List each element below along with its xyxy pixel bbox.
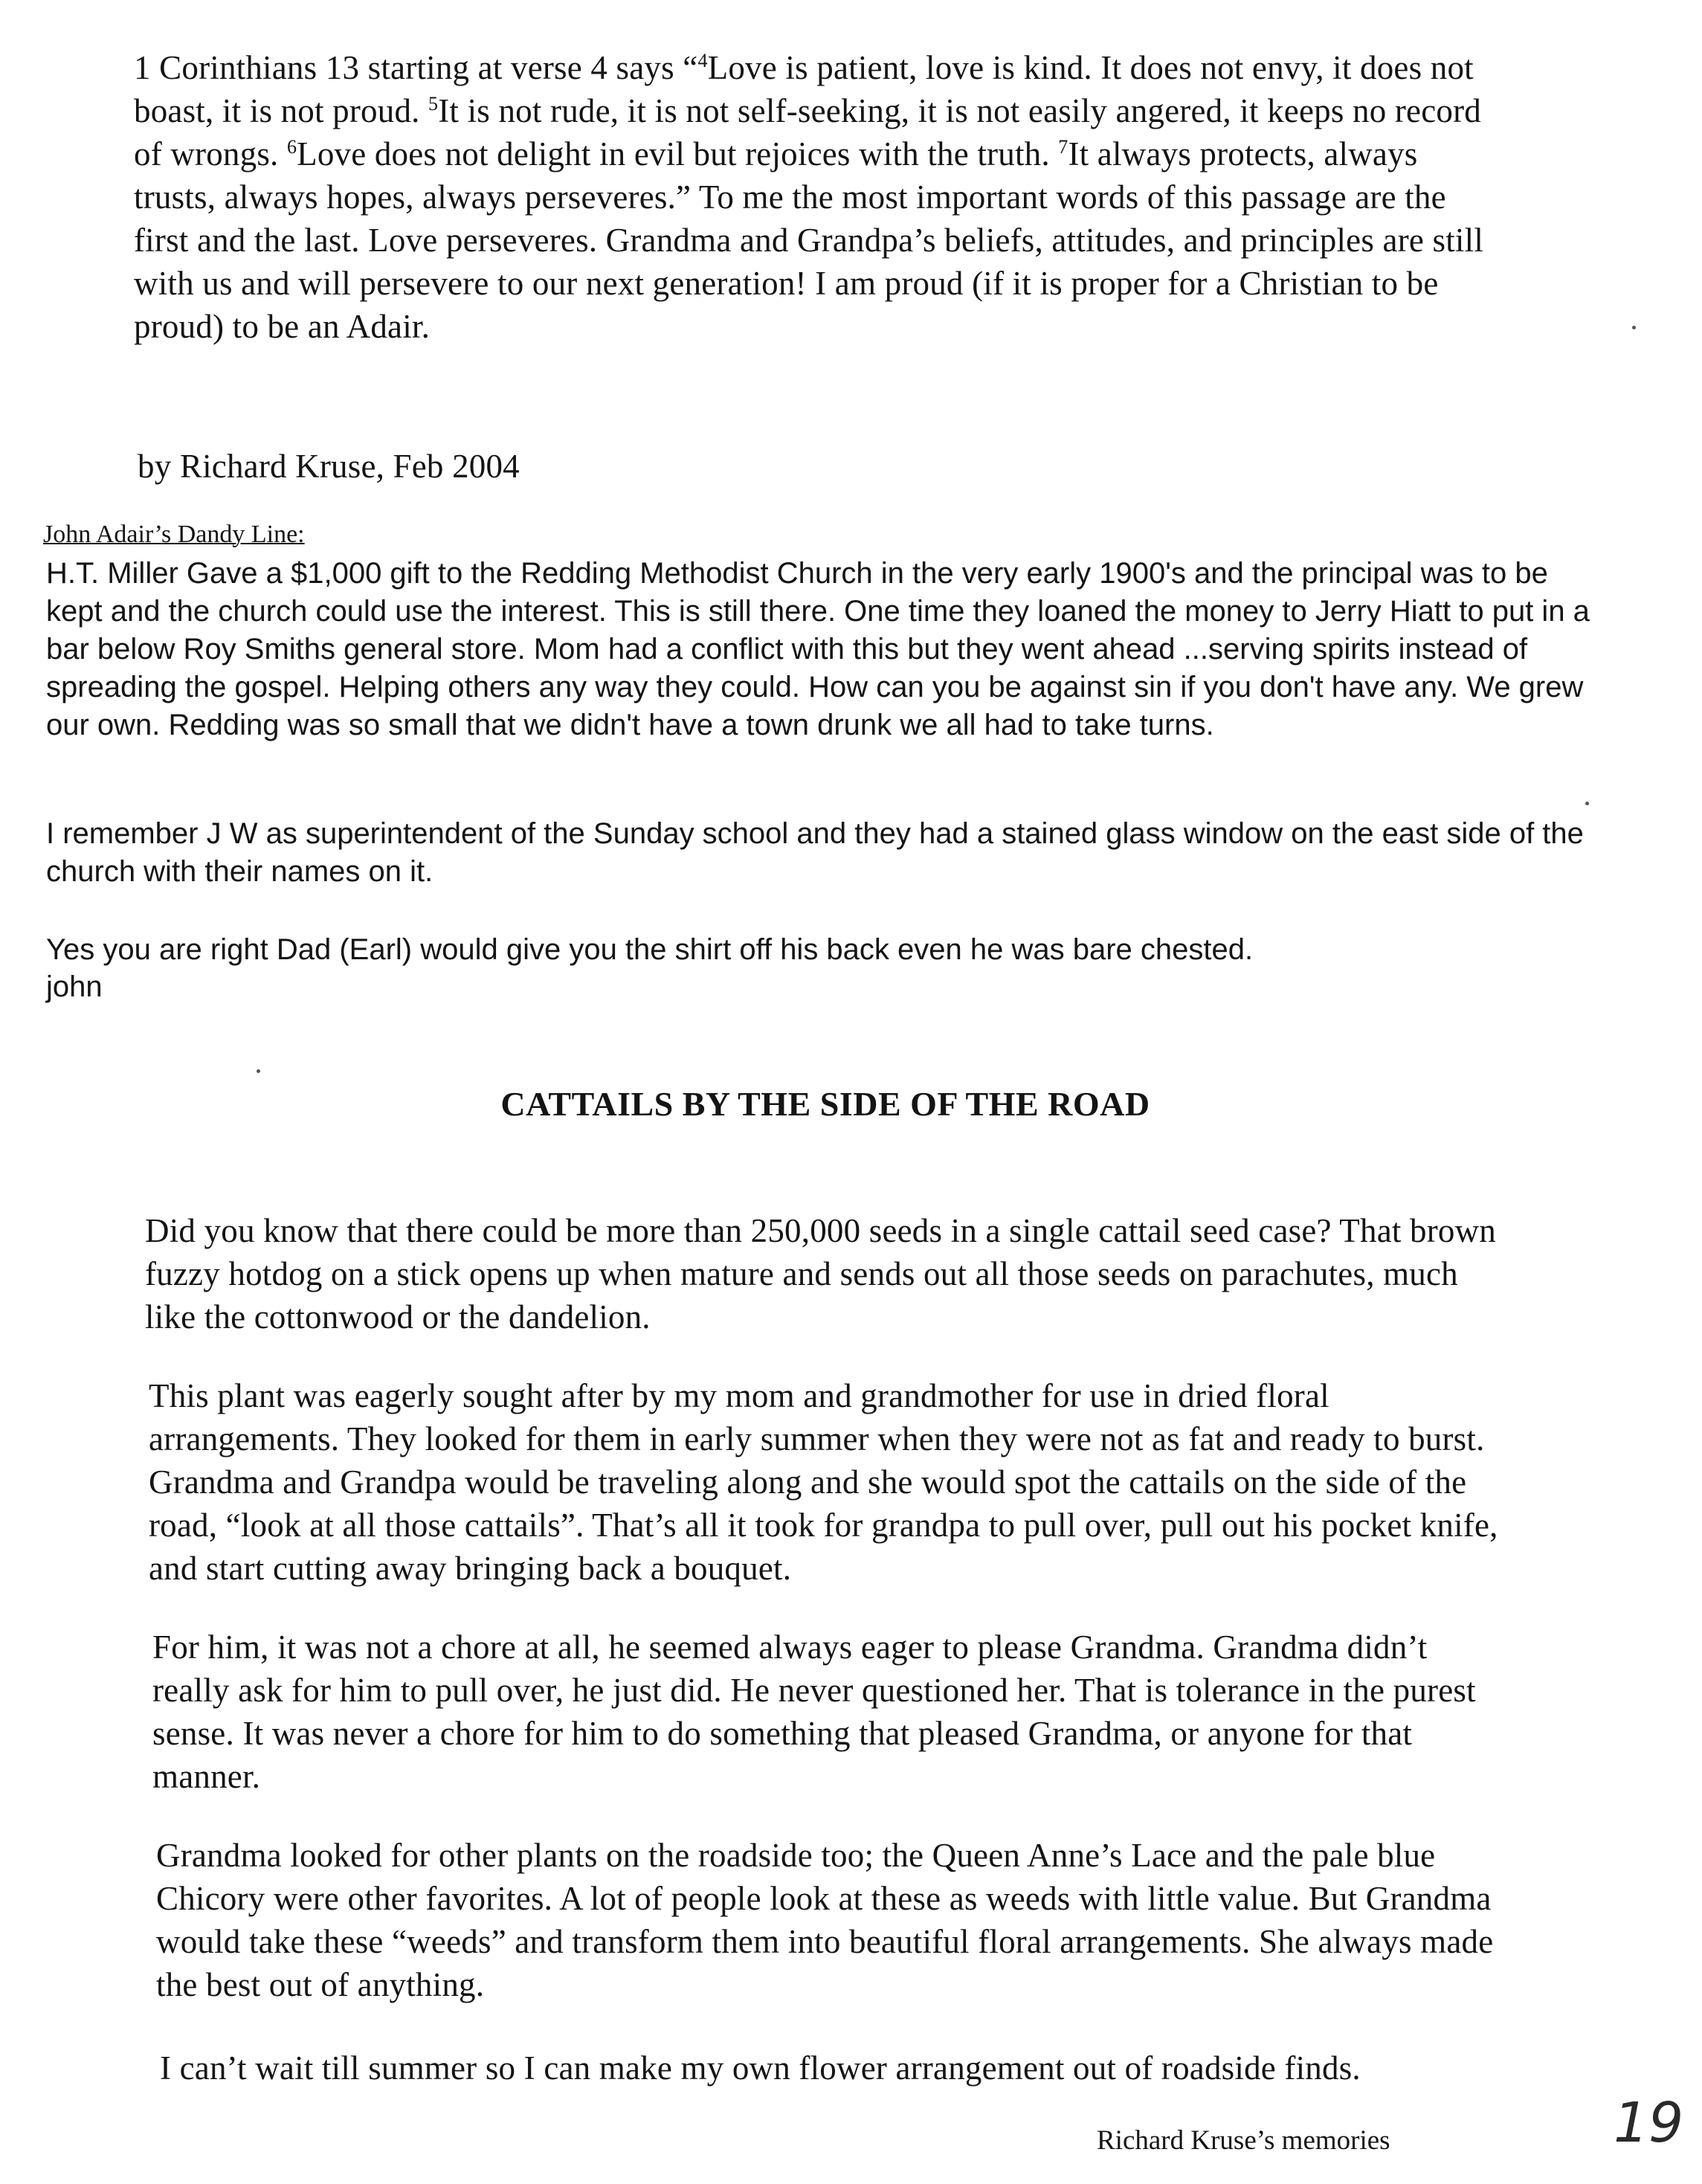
verse-text-5: It is not rude, it is not self-seeking, it is not easily angered, it keeps no record of wrongs.: [134, 92, 1481, 173]
verse-text-4: Love is patient, love is kind. It does not envy, it does not boast, it is not proud.: [134, 49, 1474, 129]
dandy-line-heading: [43, 521, 712, 549]
page-number: 19: [1614, 2091, 1684, 2155]
scan-speck: [257, 1069, 260, 1073]
cattails-paragraph-4: Grandma looked for other plants on the roadside too; the Queen Anne’s Lace and the pale blue Chicory were other favorites. A lot of people look at these as weeds with little value. But Grandma would take these “weeds” and transform them into beautiful floral arrangements. She always made the best out of anything.: [156, 1837, 1494, 2003]
scan-speck: [1632, 326, 1636, 329]
footer-credit: Richard Kruse’s memories: [1097, 2125, 1390, 2156]
verse-text-7: It always protects, always trusts, always hopes, always perseveres.” To me the most important words of this passage are the first and the last. Love perseveres. Grandma and Grandpa’s beliefs, attitudes, and principles are still with us and will persevere to our next generation! I am proud (if it is proper for a Christian to be proud) to be an Adair.: [134, 135, 1484, 345]
dandy-line-paragraph-2: I remember J W as superintendent of the Sunday school and they had a stained glass window on the east side of the church with their names on it.: [46, 817, 1584, 888]
cattails-title: CATTAILS BY THE SIDE OF THE ROAD: [500, 1085, 1150, 1123]
verse-number-6: 6: [286, 136, 297, 158]
dandy-line-paragraph-3: Yes you are right Dad (Earl) would give you the shirt off his back even he was bare chested.: [46, 933, 1254, 966]
verse-number-5: 5: [428, 93, 439, 115]
scan-speck: [1585, 802, 1589, 805]
dandy-line-signature: john: [46, 970, 103, 1003]
verse-intro: 1 Corinthians 13 starting at verse 4 says “: [134, 49, 698, 86]
verse-text-6: Love does not delight in evil but rejoices with the truth.: [297, 135, 1059, 173]
byline: by Richard Kruse, Feb 2004: [138, 448, 520, 485]
dandy-line-paragraph-1: H.T. Miller Gave a $1,000 gift to the Redding Methodist Church in the very early 1900's and the principal was to be kept and the church could use the interest. This is still there. One time they loaned the money to Jerry Hiatt to put in a bar below Roy Smiths general store. Mom had a conflict with this but they went ahead ...serving spirits instead of spreading the gospel. Helping others any way they could. How can you be against sin if you don't have any. We grew our own. Redding was so small that we didn't have a town drunk we all had to take turns.: [46, 557, 1590, 741]
cattails-paragraph-2: This plant was eagerly sought after by my mom and grandmother for use in dried floral arrangements. They looked for them in early summer when they were not as fat and ready to burst. Grandma and Grandpa would be traveling along and she would spot the cattails on the side of the road, “look at all those cattails”. That’s all it took for grandpa to pull over, pull out his pocket knife, and start cutting away bringing back a bouquet.: [149, 1377, 1498, 1587]
verse-number-7: 7: [1058, 136, 1068, 158]
dandy-line-heading-text: John Adair’s Dandy Line:: [43, 521, 305, 548]
cattails-paragraph-3: For him, it was not a chore at all, he seemed always eager to please Grandma. Grandma didn’t really ask for him to pull over, he just did. He never questioned her. That is tolerance in the purest sense. It was never a chore for him to do something that pleased Grandma, or anyone for that manner.: [152, 1629, 1476, 1795]
cattails-paragraph-1: Did you know that there could be more than 250,000 seeds in a single cattail seed case? That brown fuzzy hotdog on a stick opens up when mature and sends out all those seeds on parachutes, much like the cottonwood or the dandelion.: [145, 1212, 1497, 1336]
corinthians-paragraph: [134, 46, 1495, 348]
verse-number-4: 4: [697, 50, 708, 71]
cattails-paragraph-5: I can’t wait till summer so I can make my own flower arrangement out of roadside finds.: [160, 2049, 1361, 2087]
